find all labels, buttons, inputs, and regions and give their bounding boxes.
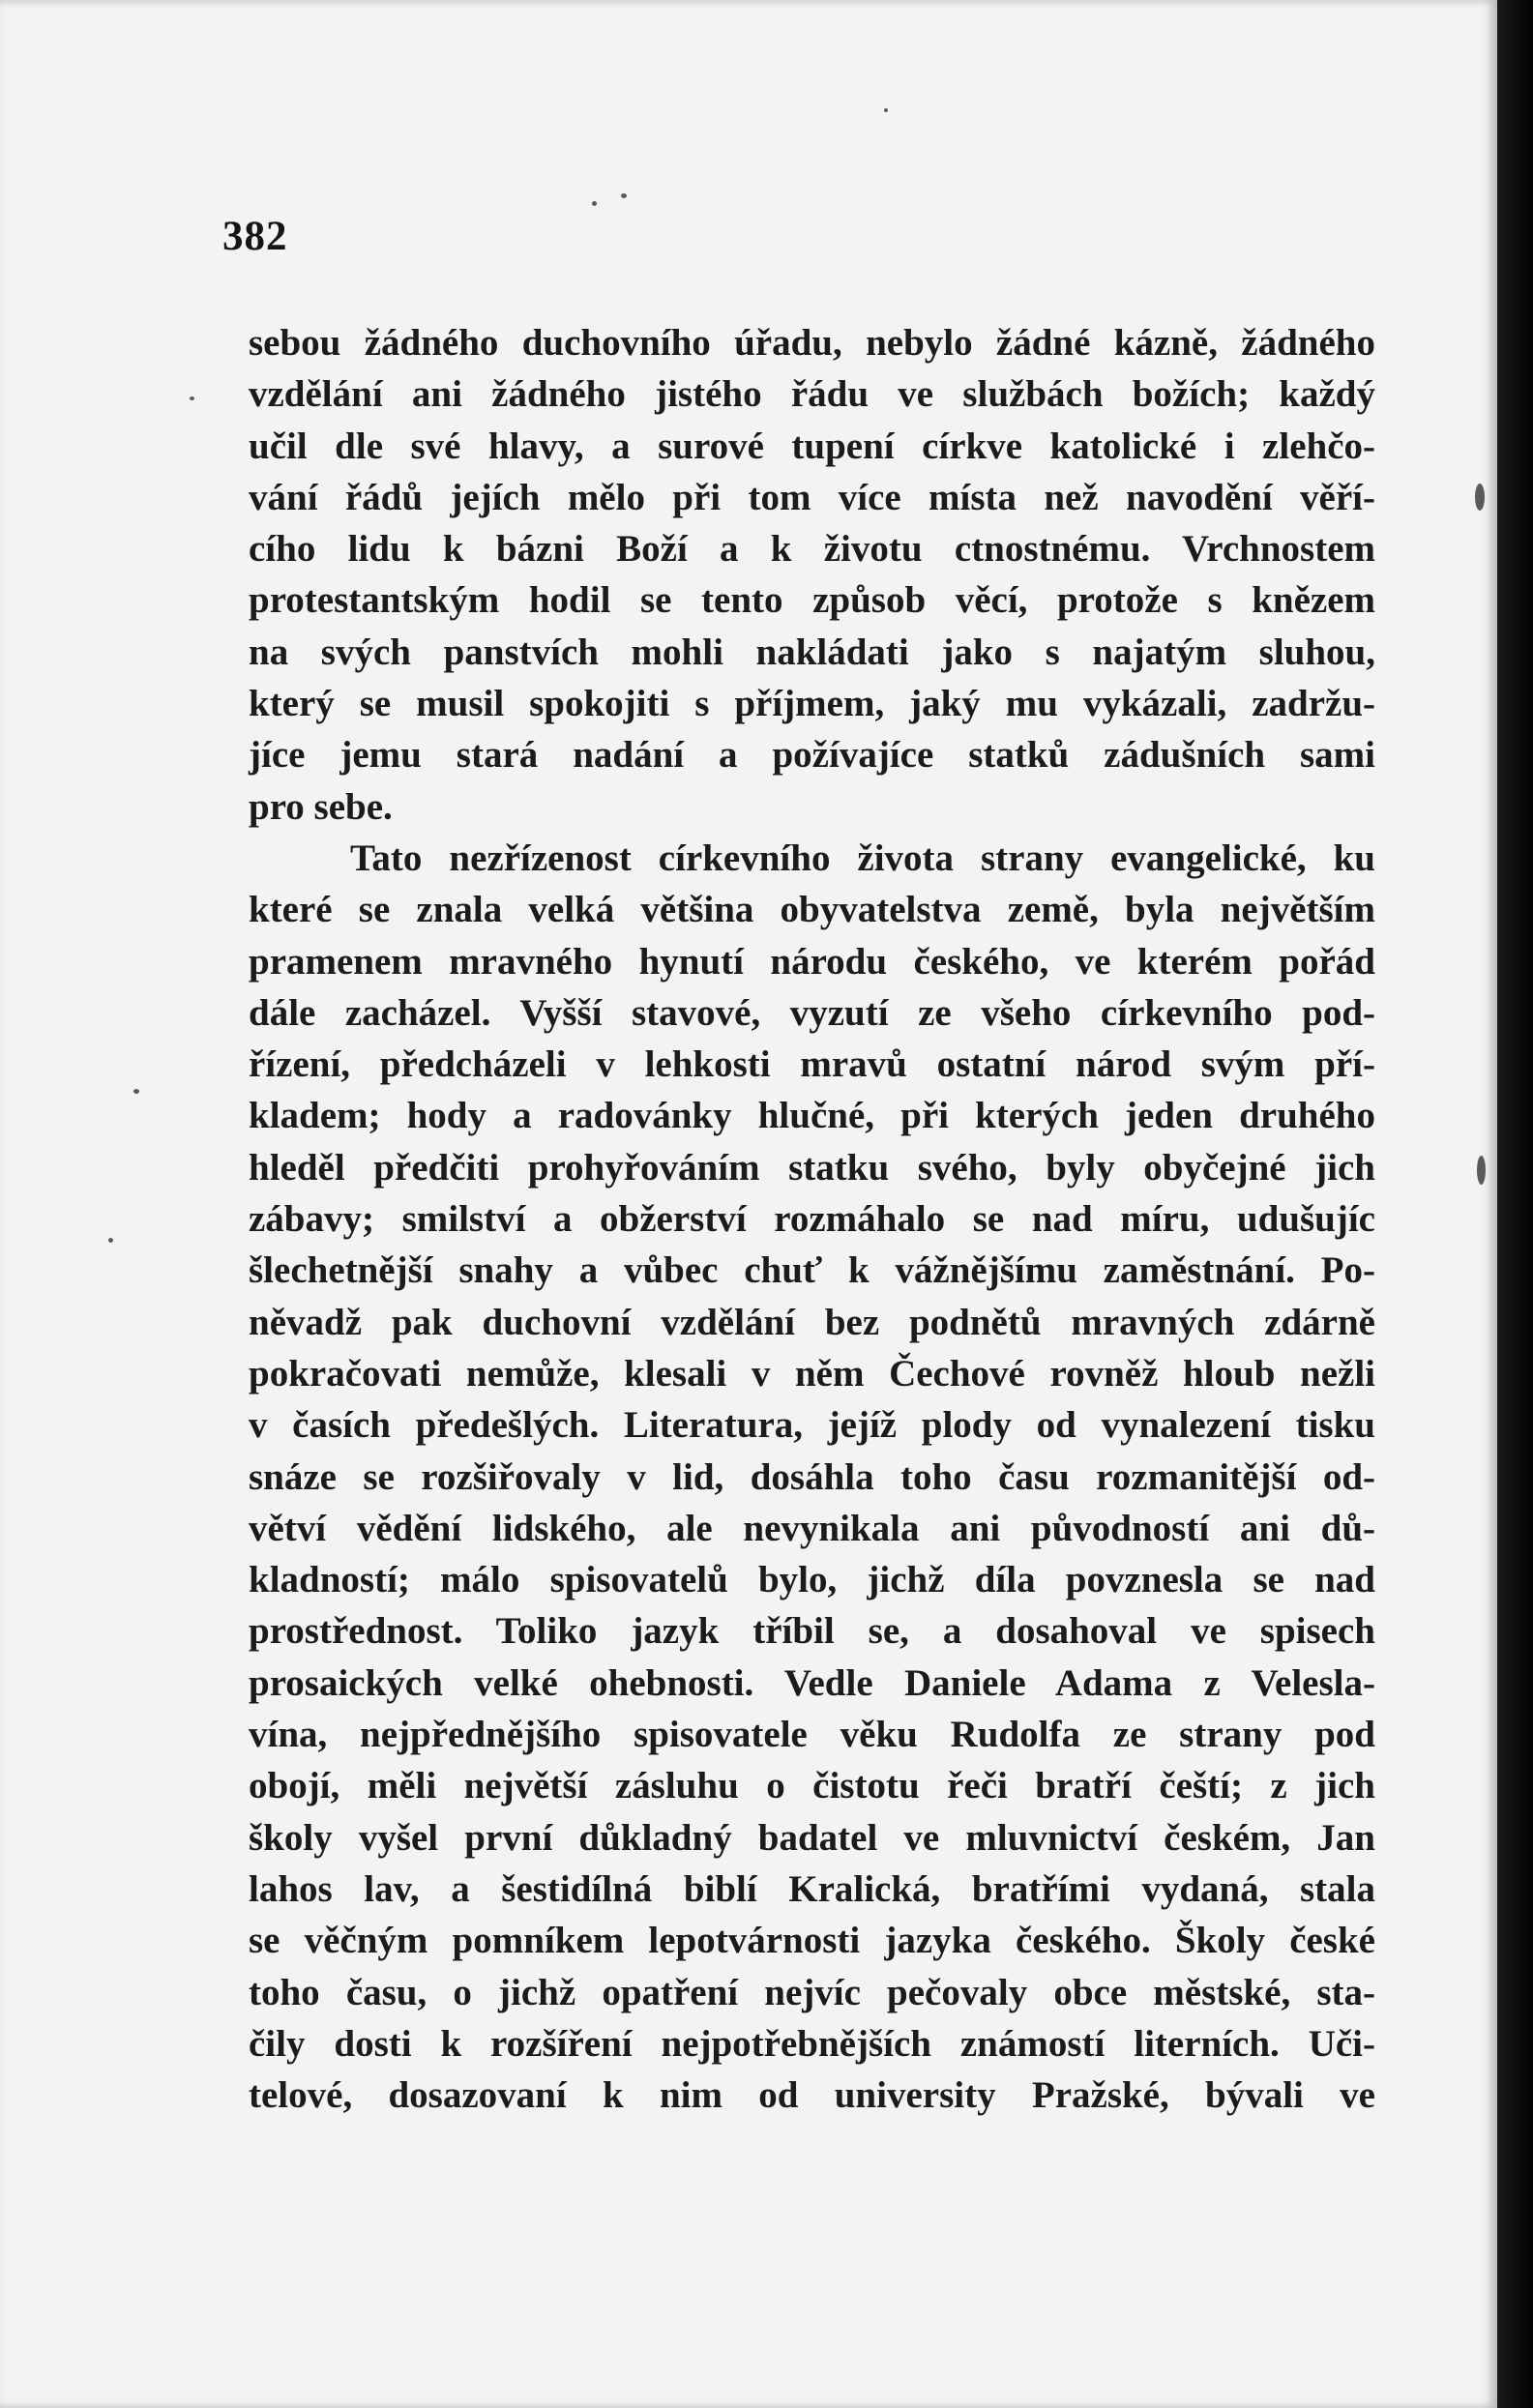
text-line: vína, nejpřednějšího spisovatele věku Rudolfa ze strany pod: [249, 1714, 1375, 1756]
paper-speck: [884, 108, 888, 112]
text-line: v časích předešlých. Literatura, jejíž plody od vynalezení tisku: [249, 1404, 1375, 1447]
text-line: prosaických velké ohebnosti. Vedle Daniele Adama z Velesla-: [249, 1661, 1375, 1704]
text-line: kladem; hody a radovánky hlučné, při kterých jeden druhého: [249, 1095, 1375, 1137]
text-line: větví vědění lidského, ale nevynikala ani původností ani dů-: [249, 1507, 1375, 1549]
text-line: šlechetnější snahy a vůbec chuť k vážnějšímu zaměstnání. Po-: [249, 1249, 1375, 1292]
text-line: který se musil spokojiti s příjmem, jaký mu vykázali, zadržu-: [249, 683, 1375, 725]
text-line: lahos lav, a šestidílná biblí Kralická, bratřími vydaná, stala: [249, 1867, 1375, 1910]
page-edge-mark: [1475, 484, 1485, 511]
text-line: které se znala velká většina obyvatelstva země, byla největším: [249, 889, 1375, 931]
text-line: telové, dosazovaní k nim od university Pražské, bývali ve: [249, 2074, 1375, 2117]
text-line: učil dle své hlavy, a surové tupení církve katolické i zlehčo-: [249, 425, 1375, 467]
text-line: snáze se rozšiřovaly v lid, dosáhla toho času rozmanitější od-: [249, 1455, 1375, 1498]
text-line: pramenem mravného hynutí národu českého, ve kterém pořád: [249, 940, 1375, 983]
page-number: 382: [222, 214, 288, 259]
text-line: kladností; málo spisovatelů bylo, jichž díla povznesla se nad: [249, 1559, 1375, 1601]
text-line: obojí, měli největší zásluhu o čistotu řeči bratří čeští; z jich: [249, 1765, 1375, 1807]
paper-speck: [592, 201, 597, 206]
paper-speck: [621, 193, 627, 198]
text-line: pro sebe.: [249, 785, 393, 828]
text-line: školy vyšel první důkladný badatel ve mluvnictví českém, Jan: [249, 1816, 1375, 1859]
body-text: [249, 317, 1375, 2121]
text-line: sebou žádného duchovního úřadu, nebylo žádné kázně, žádného: [249, 322, 1375, 364]
text-line: se věčným pomníkem lepotvárnosti jazyka českého. Školy české: [249, 1920, 1375, 1962]
text-line: vání řádů jejích mělo při tom více místa než navodění věří-: [249, 476, 1375, 518]
text-line: něvadž pak duchovní vzdělání bez podnětů mravných zdárně: [249, 1301, 1375, 1343]
text-line: čily dosti k rozšíření nejpotřebnějších známostí literních. Uči-: [249, 2022, 1375, 2065]
text-line: protestantským hodil se tento způsob věcí, protože s knězem: [249, 579, 1375, 622]
text-line: dále zacházel. Vyšší stavové, vyzutí ze všeho církevního pod-: [249, 991, 1375, 1034]
paragraph-start-line: Tato nezřízenost církevního života strany evangelické, ku: [350, 837, 1375, 879]
text-line: řízení, předcházeli v lehkosti mravů ostatní národ svým pří-: [249, 1043, 1375, 1086]
text-line: vzdělání ani žádného jistého řádu ve službách božích; každý: [249, 373, 1375, 416]
paper-speck: [190, 396, 194, 400]
paper-speck: [133, 1089, 139, 1094]
text-line: na svých panstvích mohli nakládati jako s najatým sluhou,: [249, 631, 1375, 673]
text-line: cího lidu k bázni Boží a k životu ctnostnému. Vrchnostem: [249, 528, 1375, 571]
book-spine-shadow: [1497, 0, 1533, 2408]
text-line: toho času, o jichž opatření nejvíc pečovaly obce městské, sta-: [249, 1971, 1375, 2013]
text-line: jíce jemu stará nadání a požívajíce statků zádušních sami: [249, 734, 1375, 777]
text-line: pokračovati nemůže, klesali v něm Čechové rovněž hloub nežli: [249, 1352, 1375, 1395]
text-line: prostřednost. Toliko jazyk tříbil se, a dosahoval ve spisech: [249, 1610, 1375, 1653]
paper-speck: [108, 1238, 113, 1243]
text-line: zábavy; smilství a obžerství rozmáhalo se nad míru, udušujíc: [249, 1198, 1375, 1241]
text-line: hleděl předčiti prohyřováním statku svého, byly obyčejné jich: [249, 1146, 1375, 1189]
page-edge-mark: [1477, 1156, 1486, 1185]
